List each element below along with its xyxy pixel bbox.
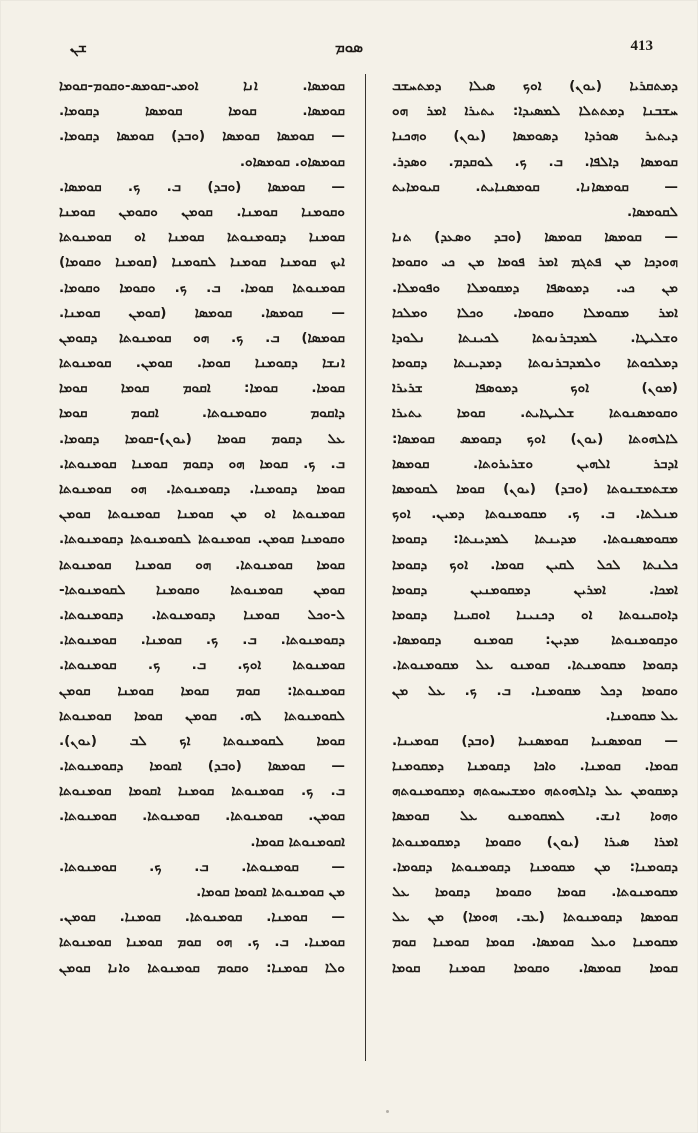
text-line: ܘܩܘܡܣܢܘܬܐ ܫܠܝܛܐܝܬ. ܩܘܡܐ ܝܬܝܪܐ bbox=[392, 405, 678, 422]
page-number: 413 bbox=[630, 38, 653, 54]
text-line: ܥܠ ܡܩܘܡܢܐ. bbox=[605, 707, 678, 724]
text-line: ܥܠ ܕܩܘܡ ܩܘܡܐ (ܝܘܢ)-ܩܘܡܐ ܕܩܘܡܐ. bbox=[59, 430, 345, 447]
text-line: — ܩܘܡܣܐ (ܘܒܕ) ܐܩܘܡܐ ܕܩܘܡܢܘܬܐ. bbox=[59, 758, 345, 775]
text-line: — ܩܘܡܣܐܢܐ. ܩܘܡܣܢܐܝܬ. ܩܝܘܡܐܝܬ bbox=[392, 178, 678, 195]
text-line: ܡܫܬܡܫܢܘܬܐ (ܘܒܕ) (ܝܘܢ) ܩܘܡܐ ܠܩܘܡܣܐ bbox=[392, 481, 678, 497]
left-running-head: ܫܢ bbox=[70, 38, 87, 56]
text-line: ܐܡܪܐ ܣܝܪܐ (ܝܘܢ) ܘܩܘܡܐ ܕܡܩܘܡܢܘܬܐ bbox=[392, 833, 678, 850]
text-line: ܕܩܘܡܢܘܬܐ. ܒ. ܟ. ܩܘܡܢܐ. ܩܘܡܢܘܬܐ. bbox=[59, 632, 345, 649]
text-line: ܩܘܡܢ ܩܘܡܢܘܬܐ ܘܩܘܡܢܐ ܠܩܘܡܢܘܬܐ- bbox=[59, 581, 345, 598]
column-divider bbox=[365, 74, 366, 1061]
text-line: — ܩܘܡܣܐ (ܘܒܕ) ܒ. ܟ. ܩܘܡܣܐ. bbox=[59, 178, 345, 195]
text-line: ܩܘܡܣܐ. ܩܘܡܐ ܩܘܡܣܐ ܕܩܘܡܐ. bbox=[59, 103, 345, 120]
text-line: ܡܩܘܡܢܘܬܐ. ܩܘܡܐ ܘܩܘܡܐ ܕܩܘܡܐ ܥܠ bbox=[392, 884, 678, 900]
text-line: ܕܡܠܟܘܬܐ ܘܠܡܕܒܪܢܘܬܐ ܕܡܕܝܢܬܐ ܕܩܘܡܐ bbox=[392, 355, 678, 372]
text-line: ܩܘܡܢܘܬܐ ܩܘܡܐ. ܒ. ܟ. ܘܩܘܡܐ ܘܩܘܡܐ. bbox=[59, 279, 345, 296]
text-line: ܩܘܡܐ. ܩܘܡܐ: ܐܩܘܡ ܩܘܡܐ ܩܘܡܐ bbox=[59, 380, 345, 397]
text-line: ܚܫܒܢܐ ܕܡܬܬܠܐ ܠܡܣܝܕܐ: ܝܬܝܪܐ ܐܡܪ ܗܘ bbox=[392, 103, 678, 120]
text-line: ܩܘܡܣܐ ܕܩܘܡܢܘܬܐ (ܥܒ. ܗܘܡܐ) ܡܢ ܥܠ bbox=[392, 909, 678, 926]
text-line: — ܩܘܡܣܐ. ܩܘܡܣܐ (ܩܘܡܢ ܩܘܡܢܐ. bbox=[59, 304, 345, 321]
text-line: ܩܘܡܐ ܠܩܘܡܢܘܬܐ ܐܟ ܠܒ (ܝܘܢ). bbox=[59, 732, 345, 749]
text-line: ܟܠܢܬܐ ܠܟܠ ܠܩܝܢ ܩܘܡܐ. ܐܘܟ ܕܩܘܡܐ bbox=[392, 556, 678, 573]
text-line: ܐܕܒܪ ܐܠܗܝܢ ܘܫܪܝܪܘܬܐ. ܩܘܡܣܐ bbox=[392, 455, 678, 472]
text-line: ܠܩܘܡܣܐ. bbox=[627, 203, 678, 220]
two-column-text bbox=[59, 74, 678, 1083]
text-line: ܩܘܡܣܐܘ. ܩܘܡܣܐܘ. bbox=[239, 153, 345, 170]
text-line: ܒ. ܟ. ܩܘܡܐ ܗܘ ܕܩܘܡ ܩܘܡܢܐ ܩܘܡܢܘܬܐ. bbox=[59, 455, 345, 472]
text-line: — ܩܘܡܣܐ ܩܘܡܣܐ (ܘܒܕ ܘܣܥܕ) ܬܢܐ bbox=[392, 229, 678, 246]
text-line: ܕܩܘܡܐ ܡܩܘܡܢܬܐ. ܩܘܡܢܘ ܥܠ ܡܩܘܡܢܘܬܐ. bbox=[392, 657, 678, 674]
text-line: ܩܘܡܢܘܬܐ: ܩܘܡ ܩܘܡܐ ܩܘܡܢܐ ܩܘܡܢ bbox=[59, 682, 345, 699]
text-line: ܡܩܘܡܢܐ ܘܥܠ ܩܘܡܣܐ. ܩܘܡܐ ܩܘܡܢܐ ܩܘܡ bbox=[392, 934, 678, 951]
text-line: ܐܢܫܐ ܕܩܘܡܢܐ ܩܘܡܐ. ܩܘܡܢ. ܩܘܡܢܘܬܐ bbox=[59, 355, 345, 372]
text-line: ܕܝܬܝܪ ܣܘܪܕܐ ܕܣܘܡܣܐ (ܝܘܢ) ܘܗܟܢܐ bbox=[392, 128, 678, 145]
text-line: ܩܘܡܣܐ. ܐܢܐ ܐܘܡܝ-ܩܘܡܣ-ܘܩܘܡ-ܩܘܡܐ bbox=[59, 78, 345, 94]
text-line: ܕܡܬܩܪܝܐ (ܝܘܢ) ܐܘܟ ܣܝܠܐ ܕܡܬܚܫܒ bbox=[392, 78, 678, 94]
text-line: — ܩܘܡܣܢܝܐ ܩܘܡܣܢܝܐ (ܘܒܕ) ܩܘܡܝܢܐ. bbox=[392, 732, 678, 749]
text-line: ܐܡܟܐ. ܐܡܪܝܢ ܕܡܩܘܡܢܝܢ ܕܩܘܡܐ bbox=[392, 581, 678, 598]
text-line: ܘܩܘܡܐ ܕܟܠ ܡܩܘܡܢܐ. ܒ. ܟ. ܥܠ ܡܢ bbox=[392, 682, 678, 699]
right-column bbox=[392, 74, 678, 1083]
text-line: ܕܐܘܩܝܢܘܬܐ ܐܘ ܕܟܢܝܢܐ ܐܘܩܝܢܐ ܕܩܘܡܐ bbox=[392, 606, 678, 623]
text-line: ܐܝܟ ܩܘܡܢܐ ܩܘܡܢܐ ܠܩܘܡܢܐ (ܩܘܡܢܐ ܘܩܘܡܐ) bbox=[59, 254, 345, 271]
text-line: ܩܘܡܢܐ. ܒ. ܟ. ܗܘ ܩܘܡ ܩܘܡܢܐ ܩܘܡܢܘܬܐ bbox=[59, 934, 345, 951]
text-line: (ܡܘܢ) ܐܘܟ ܕܡܘܣܦܐ ܫܪܝܪܐ bbox=[392, 380, 678, 397]
running-header bbox=[0, 38, 698, 66]
text-line: ܩܘܡܢܘܬܐ ܐܘ ܡܢ ܩܘܡܢܐ ܩܘܡܢܘܬܐ ܩܘܡܢ bbox=[59, 506, 345, 523]
text-line: ܘܗܘܐ ܐܢܫ. ܠܡܩܘܡܢܘ ܥܠ ܩܘܡܣܐ bbox=[392, 808, 678, 825]
text-line: — ܩܘܡܢܐ. ܩܘܡܢܘܬܐ. ܩܘܡܢܐ. ܩܘܡܢ. bbox=[59, 909, 345, 926]
text-line: ܕܩܘܡܢܐ: ܡܢ ܡܩܘܡܢܐ ܕܩܘܡܢܘܬܐ ܕܩܘܡܐ. bbox=[392, 858, 678, 875]
text-line: ܠܩܘܡܢܘܬܐ ܠܗ. ܩܘܡܢ ܩܘܡܐ ܩܘܡܢܘܬܐ bbox=[59, 707, 345, 724]
text-line: ܒ. ܟ. ܩܘܡܢܘܬܐ ܩܘܡܢܐ ܐܩܘܡܐ ܩܘܡܢܘܬܐ bbox=[59, 783, 345, 800]
text-line: ܘܩܘܡܢܐ ܩܘܡܢ. ܩܘܡܢܘܬܐ ܠܩܘܡܢܘܬܐ ܕܩܘܡܢܘܬܐ. bbox=[59, 531, 345, 548]
text-line: — ܩܘܡܢܘܬܐ. ܒ. ܟ. ܩܘܡܢܘܬܐ. bbox=[59, 858, 345, 875]
text-line: ܩܘܡܣܐ) ܒ. ܟ. ܗܘ ܩܘܡܢܘܬܐ ܕܩܘܡܢ bbox=[59, 329, 345, 346]
text-line: ܐܩܘܡܢܘܬܐ ܩܘܡܐ. bbox=[250, 833, 345, 850]
text-line: ܩܘܡܐ ܩܘܡܣܐ. ܘܩܘܡܐ ܩܘܡܢܐ ܩܘܡܐ bbox=[392, 959, 678, 976]
text-line: ܩܘܡܐ ܕܩܘܡܢܐ. ܕܩܘܡܢܘܬܐ. ܗܘ ܩܘܡܢܘܬܐ bbox=[59, 481, 345, 497]
text-line: ܩܘܡܢܐ ܕܩܘܡܢܘܬܐ ܩܘܡܢܐ ܐܘ ܩܘܡܢܘܬܐ bbox=[59, 229, 345, 246]
text-line: ܕܐܩܘܡ ܘܩܘܡܢܘܬܐ. ܐܩܘܡ ܩܘܡܐ bbox=[59, 405, 345, 422]
text-line: ܩܘܡܢ. ܩܘܡܢܘܬܐ. ܩܘܡܢܘܬܐ. ܩܘܡܢܘܬܐ. bbox=[59, 808, 345, 825]
text-line: ܠܐܠܗܘܬܐ (ܝܘܢ) ܐܘܟ ܕܩܘܡܣ ܩܘܡܣܐ: bbox=[392, 430, 678, 447]
left-column bbox=[59, 74, 345, 1083]
text-line: ܩܘܡܐ. ܩܘܡܢܐ. ܘܐܟܐ ܕܩܘܡܢܐ ܕܡܩܘܡܢܐ bbox=[392, 758, 678, 775]
text-line: ܘܠܐ ܩܘܡܢܐ: ܘܩܘܡ ܩܘܡܢܘܬܐ ܘܐܢܐ ܩܘܡܢ bbox=[59, 959, 345, 976]
text-line: ܘܕܩܘܡܢܘܬܐ ܡܕܝܢ: ܩܘܡܢܘ ܕܩܘܡܣܐ. bbox=[392, 632, 678, 649]
text-line: ܡܢ ܩܘܡܢܘܬܐ ܐܩܘܡܐ ܩܘܡܐ. bbox=[196, 884, 345, 900]
text-line: ܡܢ ܟܝ. ܕܡܘܣܦܐ ܕܡܩܘܡܠܐ ܘܦܘܡܠܐ. bbox=[392, 279, 678, 296]
center-running-head: ܣܘܡ bbox=[335, 38, 363, 56]
text-line: ܘܩܘܡܢܐ ܩܘܡܢܐ. ܩܘܡܢ ܘܩܘܡܢ ܩܘܡܢܐ bbox=[59, 203, 345, 220]
text-line: ܘܫܠܝܛܐ. ܠܡܕܒܪܢܘܬܐ ܠܟܝܢܬܐ ܢܠܘܕܐ bbox=[392, 329, 678, 346]
text-line: ܠ-ܘܟܠ ܩܘܡܢܐ ܕܩܘܡܢܘܬܐ. ܕܩܘܡܢܘܬܐ. bbox=[59, 606, 345, 623]
text-line: ܩܘܡܢܘܬܐ ܐܘܟ. ܒ. ܟ. ܩܘܡܢܘܬܐ. bbox=[59, 657, 345, 674]
text-line: ܩܘܡܐ ܩܘܡܢܘܬܐ. ܗܘ ܩܘܡܢܐ ܩܘܡܢܘܬܐ bbox=[59, 556, 345, 573]
text-line: ܕܡܩܘܡܢ ܥܠ ܕܐܠܗܘܬܗ ܘܡܫܝܚܘܬܗ ܕܡܩܘܡܢܘܬܗ bbox=[392, 783, 678, 800]
text-line: ܡܩܘܡܣܢܘܬܐ. ܡܕܝܢܬܐ ܠܡܕܝܢܬܐ: ܕܩܘܡܐ bbox=[392, 531, 678, 548]
text-line: ܩܘܡܣܐ ܕܐܠܦܐ. ܒ. ܟ. ܠܘܩܕܡ. ܘܣܕܪ. bbox=[392, 153, 678, 170]
ink-speck bbox=[386, 1110, 389, 1113]
text-line: ܡܢܠܬܐ. ܒ. ܟ. ܡܩܘܡܢܘܬܐ ܕܡܝܢ. ܐܘܟ bbox=[392, 506, 678, 523]
text-line: ܗܘܕܟܐ ܡܢ ܦܬܓܡ ܐܡܪ ܦܘܡܐ ܡܢ ܟܝ ܘܩܘܡܐ bbox=[392, 254, 678, 271]
text-line: ܐܡܪ ܡܩܘܡܠܐ ܘܩܘܡܐ. ܘܟܠܐ ܘܡܠܟܐ bbox=[392, 304, 678, 321]
text-line: — ܩܘܡܣܐ ܩܘܡܣܐ (ܘܒܕ) ܩܘܡܣܐ ܕܩܘܡܐ. bbox=[59, 128, 345, 145]
